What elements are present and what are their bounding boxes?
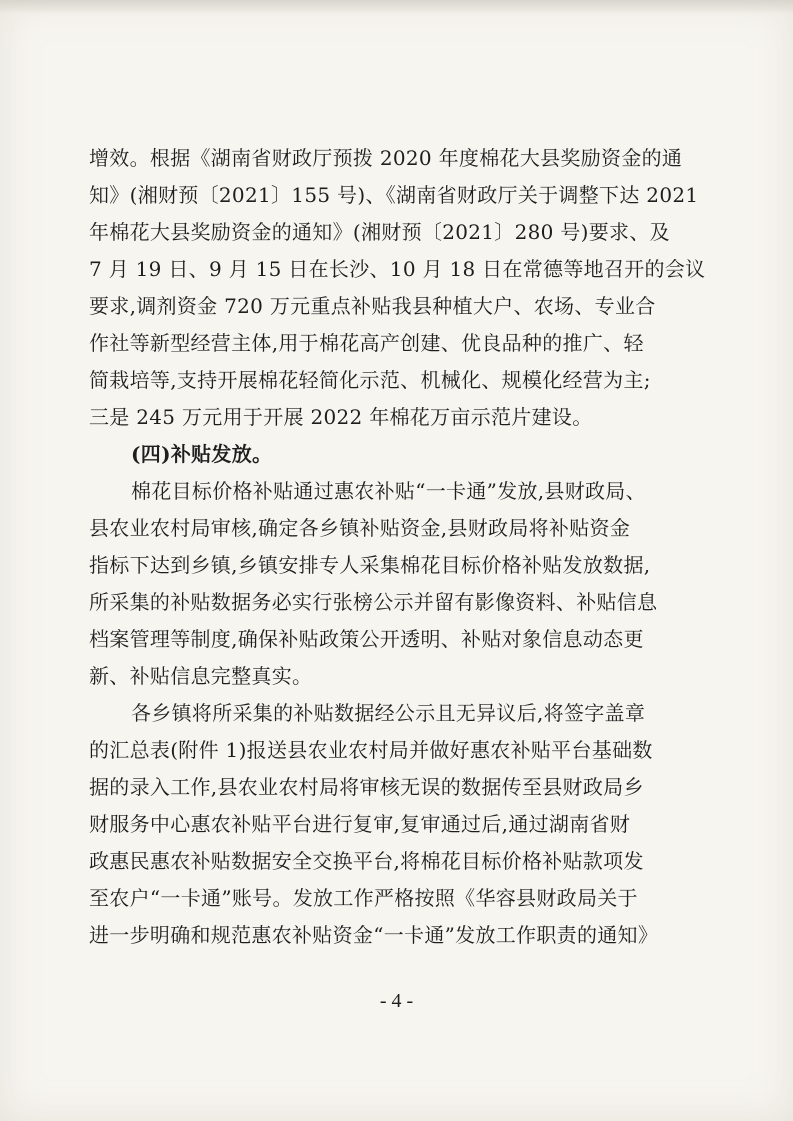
body-line: 政惠民惠农补贴数据安全交换平台,将棉花目标价格补贴款项发: [89, 849, 644, 873]
paragraph-first-line: 各乡镇将所采集的补贴数据经公示且无异议后,将签字盖章: [131, 701, 646, 725]
body-line: 三是 245 万元用于开展 2022 年棉花万亩示范片建设。: [89, 405, 593, 429]
paragraph-first-line: 棉花目标价格补贴通过惠农补贴“一卡通”发放,县财政局、: [131, 479, 646, 503]
body-line: 知》(湘财预〔2021〕155 号)、《湖南省财政厅关于调整下达 2021: [89, 183, 699, 207]
page-number: - 4 -: [379, 990, 414, 1012]
body-line: 据的录入工作,县农业农村局将审核无误的数据传至县财政局乡: [89, 775, 644, 799]
body-line: 指标下达到乡镇,乡镇安排专人采集棉花目标价格补贴发放数据,: [89, 553, 651, 577]
body-line: 作社等新型经营主体,用于棉花高产创建、优良品种的推广、轻: [89, 331, 644, 355]
body-line: 财服务中心惠农补贴平台进行复审,复审通过后,通过湖南省财: [89, 812, 631, 836]
body-line: 要求,调剂资金 720 万元重点补贴我县种植大户、农场、专业合: [89, 294, 656, 318]
body-line: 简栽培等,支持开展棉花轻简化示范、机械化、规模化经营为主;: [89, 368, 651, 392]
body-line: 至农户“一卡通”账号。发放工作严格按照《华容县财政局关于: [89, 886, 638, 910]
body-line: 进一步明确和规范惠农补贴资金“一卡通”发放工作职责的通知》: [89, 923, 659, 947]
section-heading: (四)补贴发放。: [131, 442, 273, 466]
body-line: 增效。根据《湖南省财政厅预拨 2020 年度棉花大县奖励资金的通: [89, 146, 683, 170]
body-line: 所采集的补贴数据务必实行张榜公示并留有影像资料、补贴信息: [89, 590, 658, 614]
body-line: 年棉花大县奖励资金的通知》(湘财预〔2021〕280 号)要求、及: [89, 220, 670, 244]
body-line: 的汇总表(附件 1)报送县农业农村局并做好惠农补贴平台基础数: [89, 738, 653, 762]
body-line: 档案管理等制度,确保补贴政策公开透明、补贴对象信息动态更: [89, 627, 644, 651]
body-line: 7 月 19 日、9 月 15 日在长沙、10 月 18 日在常德等地召开的会议: [89, 257, 706, 281]
body-line: 新、补贴信息完整真实。: [89, 664, 313, 688]
body-line: 县农业农村局审核,确定各乡镇补贴资金,县财政局将补贴资金: [89, 516, 631, 540]
scan-edge: [0, 0, 793, 14]
